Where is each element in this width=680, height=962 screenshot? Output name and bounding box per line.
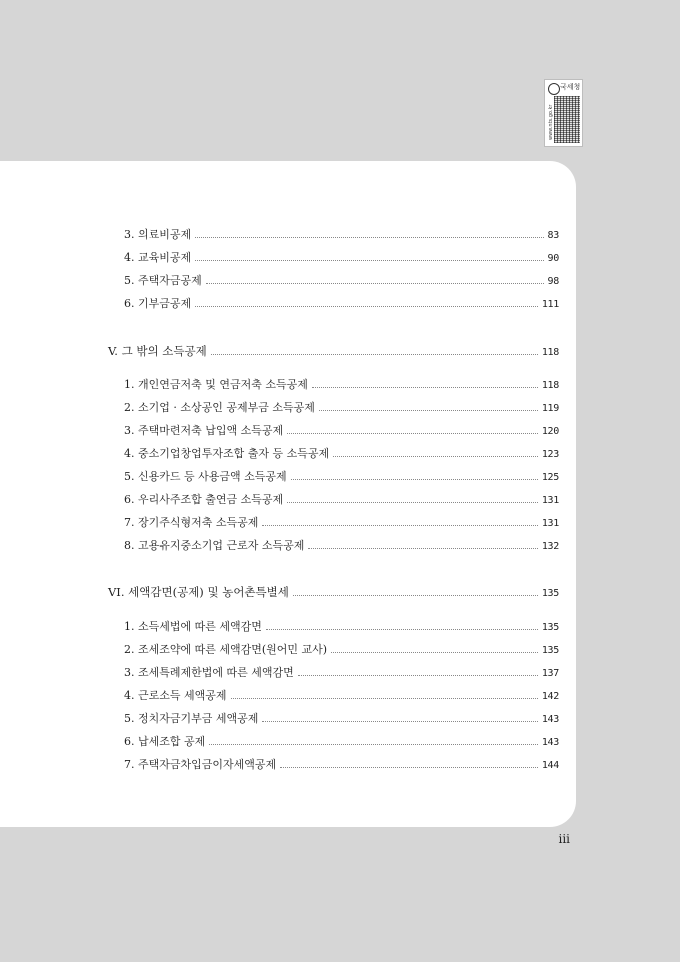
toc-label: 2. 소기업 · 소상공인 공제부금 소득공제 <box>124 401 315 414</box>
toc-page: 111 <box>541 299 559 310</box>
stamp-url: www.nts.go.kr <box>548 104 554 140</box>
toc-label: 5. 신용카드 등 사용금액 소득공제 <box>124 470 287 483</box>
toc-page: 120 <box>541 426 559 437</box>
toc-label: 4. 중소기업창업투자조합 출자 등 소득공제 <box>124 447 330 460</box>
toc-page: 142 <box>541 691 559 702</box>
toc-page: 143 <box>541 737 559 748</box>
toc-entry[interactable] <box>124 297 559 312</box>
leader-dots <box>333 456 538 457</box>
leader-dots <box>262 721 537 722</box>
leader-dots <box>312 387 538 388</box>
section-page: 135 <box>541 588 559 599</box>
toc-page: 131 <box>541 495 559 506</box>
toc-entry[interactable] <box>124 539 559 554</box>
section-label: VI. 세액감면(공제) 및 농어촌특별세 <box>108 585 289 599</box>
toc-entry[interactable] <box>124 251 559 266</box>
leader-dots <box>331 652 538 653</box>
leader-dots <box>195 260 543 261</box>
toc-entry[interactable] <box>124 712 559 727</box>
toc-label: 5. 정치자금기부금 세액공제 <box>124 712 259 725</box>
leader-dots <box>308 548 537 549</box>
leader-dots <box>209 744 538 745</box>
toc-page: 118 <box>541 380 559 391</box>
toc-entry[interactable] <box>124 470 559 485</box>
toc-entry[interactable] <box>124 228 559 243</box>
toc-entry[interactable] <box>124 735 559 750</box>
toc-page: 119 <box>541 403 559 414</box>
toc-label: 3. 주택마련저축 납입액 소득공제 <box>124 424 284 437</box>
toc-page: 132 <box>541 541 559 552</box>
nts-stamp <box>544 79 583 147</box>
toc-entry[interactable] <box>124 666 559 681</box>
leader-dots <box>266 629 538 630</box>
toc-page: 144 <box>541 760 559 771</box>
leader-dots <box>298 675 538 676</box>
toc-entry[interactable] <box>124 643 559 658</box>
leader-dots <box>291 479 538 480</box>
leader-dots <box>195 237 543 238</box>
toc-entry[interactable] <box>124 758 559 773</box>
toc-label: 7. 주택자금차입금이자세액공제 <box>124 758 277 771</box>
toc-label: 6. 기부금공제 <box>124 297 192 310</box>
toc-label: 7. 장기주식형저축 소득공제 <box>124 516 259 529</box>
leader-dots <box>287 433 538 434</box>
leader-dots <box>206 283 544 284</box>
page-number: iii <box>558 832 570 846</box>
toc-label: 4. 교육비공제 <box>124 251 192 264</box>
toc-page: 137 <box>541 668 559 679</box>
section-label: V. 그 밖의 소득공제 <box>108 344 207 358</box>
leader-dots <box>231 698 538 699</box>
toc-entry[interactable] <box>124 447 559 462</box>
toc-label: 3. 조세특례제한법에 따른 세액감면 <box>124 666 294 679</box>
toc-label: 4. 근로소득 세액공제 <box>124 689 227 702</box>
toc-label: 6. 납세조합 공제 <box>124 735 206 748</box>
toc-label: 1. 소득세법에 따른 세액감면 <box>124 620 262 633</box>
leader-dots <box>293 595 538 596</box>
toc-page: 90 <box>547 253 559 264</box>
toc-entry[interactable] <box>124 493 559 508</box>
toc-entry[interactable] <box>124 274 559 289</box>
toc-page: 98 <box>547 276 559 287</box>
leader-dots <box>211 354 538 355</box>
leader-dots <box>287 502 538 503</box>
toc-entry[interactable] <box>124 401 559 416</box>
toc-page: 125 <box>541 472 559 483</box>
toc-entry[interactable] <box>124 620 559 635</box>
qr-code <box>554 96 580 143</box>
toc-page: 83 <box>547 230 559 241</box>
toc-page: 135 <box>541 622 559 633</box>
toc-label: 2. 조세조약에 따른 세액감면(원어민 교사) <box>124 643 328 656</box>
toc-entry[interactable] <box>124 378 559 393</box>
toc-page: 123 <box>541 449 559 460</box>
leader-dots <box>280 767 538 768</box>
toc-entry[interactable] <box>124 516 559 531</box>
toc-label: 3. 의료비공제 <box>124 228 192 241</box>
leader-dots <box>319 410 538 411</box>
leader-dots <box>262 525 537 526</box>
toc-entry[interactable] <box>124 424 559 439</box>
toc-label: 6. 우리사주조합 출연금 소득공제 <box>124 493 284 506</box>
toc-page: 135 <box>541 645 559 656</box>
section-page: 118 <box>541 347 559 358</box>
toc-section-heading[interactable] <box>108 585 559 601</box>
toc-page: 131 <box>541 518 559 529</box>
toc-section-heading[interactable] <box>108 344 559 360</box>
toc-page: 143 <box>541 714 559 725</box>
stamp-org: 국세청 <box>560 83 581 91</box>
leader-dots <box>195 306 538 307</box>
toc-label: 8. 고용유지중소기업 근로자 소득공제 <box>124 539 305 552</box>
toc-label: 5. 주택자금공제 <box>124 274 202 287</box>
toc-label: 1. 개인연금저축 및 연금저축 소득공제 <box>124 378 308 391</box>
toc-entry[interactable] <box>124 689 559 704</box>
